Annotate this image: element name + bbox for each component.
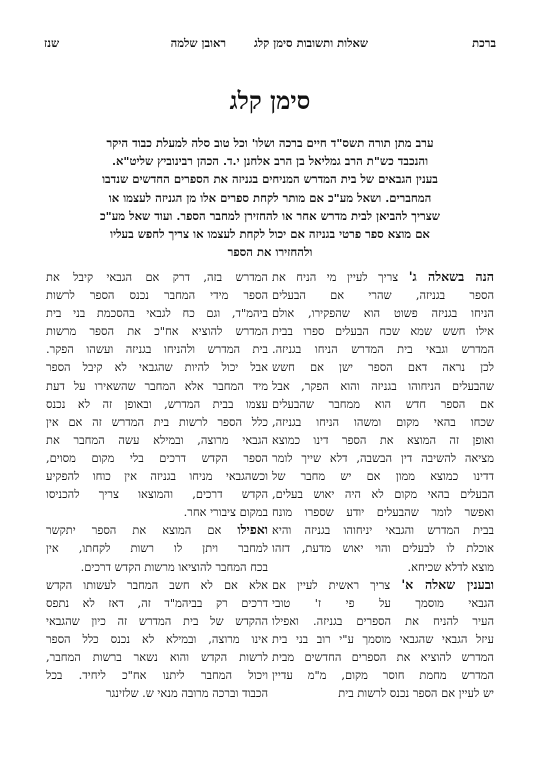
text-line [272, 304, 494, 322]
text-line [46, 503, 268, 521]
text-line [46, 539, 268, 557]
text-line [272, 630, 494, 648]
text-line [46, 666, 268, 684]
question-intro [56, 134, 484, 261]
line-text: הספר בגניזה, שהרי אם הבעלים [272, 288, 494, 303]
line-text: המדרש להוציא את הספרים החדשים מבית [272, 649, 494, 664]
text-line [46, 612, 268, 630]
text-line [272, 594, 494, 612]
line-text: המדרש מחמת חוסר מקום, מ"מ עדיין [272, 668, 494, 683]
line-text: הספר הקדש דרכים בלי מקום מסוים, [46, 450, 268, 465]
line-text: למחבר ויתן לו רשות לקחתו, אין [46, 541, 268, 556]
line-text: ואפשר לומר שהבעלים יודע שספרו מונח [272, 505, 494, 520]
line-text: המדרש להוציא אח"כ את הספר מרשות [46, 324, 268, 339]
text-line [272, 666, 494, 684]
text-line [272, 467, 494, 485]
text-line [272, 286, 494, 304]
line-text: הבעלים בהאי מקום לא היה יאוש בעלים, [272, 487, 494, 502]
text-line [46, 576, 268, 594]
line-text: אינו מרוצה, ובמילא לא נכנס כלל הספר [46, 631, 268, 646]
line-text: אלא אם לא חשב המחבר לעשותו הקדש [46, 577, 268, 592]
line-text: עצמו בבית המדרש, ובאופן זה לא נכנס [46, 396, 268, 411]
intro-line: המחברים. ושאל מע"כ אם מותר לקחת ספרים אלו מן הגניזה לעצמו או [108, 190, 432, 205]
text-line [46, 521, 268, 539]
line-text: הגבאי מוסמך על פי ז' טובי [272, 595, 494, 610]
line-text: המדרש בזה, דרק אם הגבאי קיבל את [46, 270, 268, 284]
text-line [272, 521, 494, 539]
running-head-book: שאלות ותשובות סימן קלג [253, 36, 368, 50]
intro-line: ולהחזירו את הספר [227, 245, 313, 260]
text-line [272, 539, 494, 557]
line-text: אם הספר חדש הוא ממחבר שהבעלים [272, 396, 494, 411]
text-line [272, 268, 494, 286]
text-line [272, 358, 494, 376]
text-line [46, 594, 268, 612]
text-line [272, 431, 494, 449]
text-line [46, 413, 268, 431]
text-line [46, 286, 268, 304]
paragraph-lead-words: הנה בשאלה ג' [408, 269, 494, 284]
text-line [46, 684, 268, 702]
text-line [46, 449, 268, 467]
text-line [272, 503, 494, 521]
text-line [46, 485, 268, 503]
text-line [272, 340, 494, 358]
running-head-author: ראובן שלמה [170, 36, 226, 50]
text-line [272, 576, 494, 594]
text-line [272, 449, 494, 467]
text-line [46, 630, 268, 648]
line-text: הספר מידי המחבר נכנס הספר לרשות [46, 288, 268, 303]
text-line [46, 358, 268, 376]
section-title: סימן קלג [229, 86, 311, 115]
text-line [46, 340, 268, 358]
text-line [272, 485, 494, 503]
line-text: אילו חשש שמא שכח הבעלים ספרו בבית [272, 324, 494, 339]
text-line [272, 413, 494, 431]
line-text: וכשהגבאי מניחו בגניזה אין כוחו להפקיע [46, 469, 268, 484]
running-head [44, 36, 496, 52]
text-line [272, 612, 494, 630]
text-line [46, 304, 268, 322]
line-text: כלל הספר לרשות בית המדרש זה אם אין [46, 414, 268, 429]
line-text: הכבוד וברכה מרובה מנאי ש. שלזינגר [105, 686, 268, 701]
line-text: לרשות הקדש והוא נשאר ברשות המחבר, [46, 649, 268, 664]
line-text: אבל יכול להיות שהגבאי לא קיבל הספר [46, 360, 268, 375]
line-text: מציאה להשיבה דין הבשבה, דלא שייך לומר [272, 450, 494, 465]
paragraph-lead-words: ואפילו [237, 522, 268, 538]
text-line [46, 268, 268, 286]
line-text: הגבאי מרוצה, ובמילא עשה המחבר את [46, 432, 268, 447]
intro-line: שצריך להביאן לבית מדרש אחר או להחזירן למחבר הספר. ועוד שאל מע"כ [99, 208, 441, 223]
line-text: ביהמ"ד, וגם כח לגבאי בהסכמת בני בית [46, 306, 268, 321]
intro-line: בענין הגבאים של בית המדרש המניחים בגניזה את הספרים החדשים שנדבו [102, 172, 438, 187]
intro-line: והנכבד כש"ת הרב גמליאל בן הרב אלחנן י.ד. הכהן רבינוביץ שליט"א. [111, 154, 429, 169]
text-line [46, 558, 268, 576]
line-text: שכחו בהאי מקום ומשהו הניחו בגניזה, [272, 414, 494, 429]
line-text: המדרש וגבאי בית המדרש הניחו בגניזה. [272, 342, 494, 357]
line-text: ואופן זה המוצא את הספר דינו כמוצא [272, 432, 494, 447]
text-line [46, 648, 268, 666]
intro-line: אם מוצא ספר פרטי בגניזה אם יכול לקחת לעצמו או צריך לחפש בעליו [110, 227, 430, 242]
text-line [272, 395, 494, 413]
line-text: אם המוצא את הספר יתקשר [46, 523, 238, 538]
line-text: מיד המחבר אלא המחבר שהשאירו על דעת [46, 378, 268, 393]
line-text: העיר להניח את הספרים בגניזה. ואפילו [272, 613, 494, 628]
paragraph-lead-words: ובענין שאלה א' [401, 576, 494, 592]
line-text: מוצא לדלא שכיחא. [407, 559, 494, 574]
text-line [272, 377, 494, 395]
running-head-tractate: ברכת [472, 36, 496, 50]
text-line [46, 467, 268, 485]
intro-line: ערב מתן תורה תשס"ד חיים ברכה ושלו' וכל טוב סלה למעלת כבוד היקר [106, 136, 434, 150]
text-line [46, 395, 268, 413]
page-number: שנז [44, 36, 60, 50]
line-text: הקדש דרכים, והמוצאו צריך להכניסו [46, 487, 268, 502]
text-line [46, 377, 268, 395]
line-text: עיזל הגבאי שהגבאי מוסמך ע"י רוב בני בית [272, 631, 494, 646]
text-line [46, 322, 268, 340]
text-line [272, 322, 494, 340]
line-text: הניחו בגניזה פשוט הוא שהפקירו, אולם [272, 306, 494, 321]
line-text: במקום ציבורי אחר. [183, 505, 268, 520]
answer-column-left [46, 268, 268, 702]
line-text: שהבעלים הניחוהו בגניזה והוא הפקר, אבל [272, 378, 494, 393]
line-text: לכן נראה דאם הספר ישן אם חשש [272, 360, 494, 375]
line-text: דדינו כמוצא ממון אם יש מחבר של [272, 469, 494, 484]
line-text: ההקדש של בית המדרש זה כיון שהגבאי [46, 613, 268, 628]
line-text: ויכול המחבר ליתנו אח"כ ליחיד. בכל [46, 668, 268, 683]
line-text: אוכלת לו לבעלים והוי יאוש מדעת, דזהו [272, 541, 494, 556]
text-line [272, 558, 494, 576]
line-text: צריך ראשית לעיין אם [272, 577, 402, 592]
line-text: בית המדרש ולהניחו בגניזה ועשהו הפקר. [46, 342, 268, 357]
line-text: בבית המדרש והגבאי יניחוהו בגניזה והיא [272, 523, 494, 538]
text-line [272, 648, 494, 666]
line-text: צריך לעיין מי הניח את [272, 270, 409, 284]
line-text: דרכים רק בביהמ"ד זה, דאז לא נתפס [46, 595, 268, 610]
answer-column-right [272, 268, 494, 702]
text-line [272, 684, 494, 702]
line-text: יש לעיין אם הספר נכנס לרשות בית [338, 686, 494, 701]
text-line [46, 431, 268, 449]
line-text: בכח המחבר להוציאו מרשות הקדש דרכים. [80, 559, 268, 574]
